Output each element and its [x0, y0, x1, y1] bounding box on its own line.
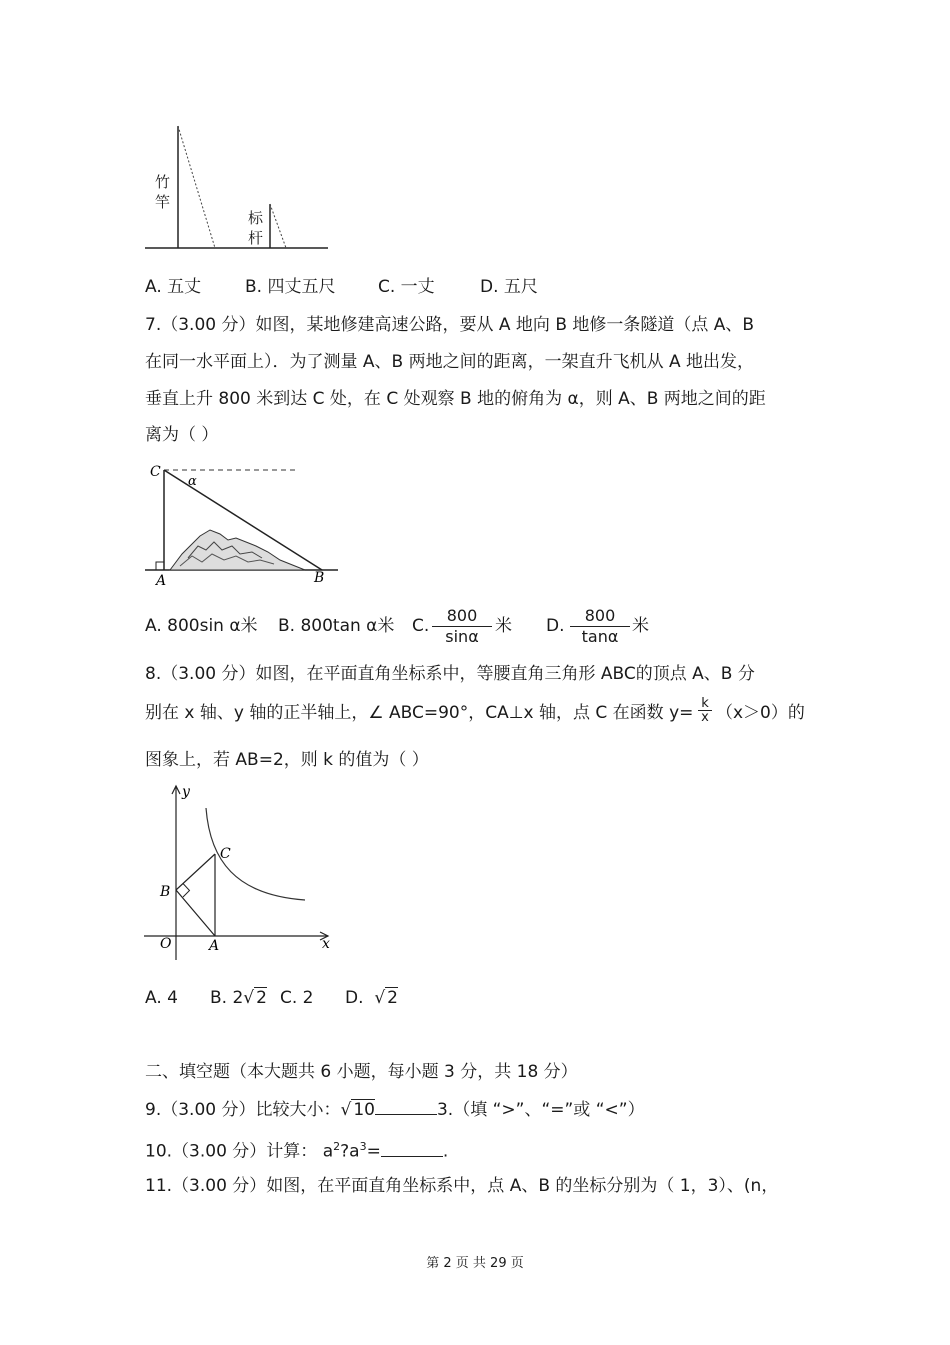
q8-line-2a: 别在 x 轴、y 轴的正半轴上，∠ ABC=90°，CA⊥x 轴，点 C 在函数 y=: [145, 703, 694, 723]
q11-line: 11.（3.00 分）如图，在平面直角坐标系中，点 A、B 的坐标分别为（ 1，3）、(n，: [145, 1176, 779, 1196]
q9-prefix: 9.（3.00 分）比较大小：: [145, 1100, 341, 1120]
x-axis-label: x: [322, 936, 330, 952]
q7-option-c-unit: 米: [495, 616, 512, 636]
q7-option-d-denominator: tanα: [581, 627, 619, 646]
q7-option-d-numerator: 800: [570, 606, 630, 627]
q6-option-c: C. 一丈: [378, 277, 435, 297]
q7-line-1: 7.（3.00 分）如图，某地修建高速公路，要从 A 地向 B 地修一条隧道（点 A、B: [145, 315, 755, 335]
q9-radicand: 10: [353, 1100, 375, 1120]
bamboo-figure: [140, 120, 340, 255]
q10-exp-1: 2: [333, 1140, 341, 1153]
q9-answer-blank[interactable]: [375, 1098, 437, 1115]
q10-end: .: [442, 1141, 449, 1162]
point-c-label: C: [220, 846, 231, 862]
q8-option-b-text: B. 2: [210, 988, 244, 1008]
origin-label: O: [160, 936, 172, 952]
point-b-label: B: [314, 570, 325, 586]
point-a-label: A: [209, 938, 220, 954]
sqrt-sign: √: [374, 988, 386, 1008]
q6-option-d: D. 五尺: [480, 277, 538, 297]
q7-line-3: 垂直上升 800 米到达 C 处，在 C 处观察 B 地的俯角为 α，则 A、B 两地之间的距: [145, 389, 766, 409]
coordinate-diagram: [140, 780, 340, 960]
q8-function-fraction: [698, 697, 712, 724]
q8-option-a: A. 4: [145, 988, 178, 1008]
q7-line-4: 离为（ ）: [145, 425, 219, 445]
page-footer: 第 2 页 共 29 页: [426, 1256, 524, 1271]
q7-option-c-fraction: [432, 606, 492, 647]
q8-option-b: [210, 987, 267, 1009]
q10-prefix: 10.（3.00 分）计算： a: [145, 1141, 334, 1162]
q8-fraction-denominator: x: [701, 710, 709, 725]
q10-exp-2: 3: [359, 1140, 367, 1153]
y-axis-label: y: [182, 784, 190, 800]
q8-option-d-text: D.: [345, 988, 364, 1008]
point-b-label: B: [160, 884, 171, 900]
pole-label: 竹 竿: [155, 173, 171, 211]
q7-option-a: A. 800sin α米: [145, 616, 258, 636]
q8-option-d-radicand: 2: [387, 988, 398, 1008]
section-2-heading: 二、填空题（本大题共 6 小题，每小题 3 分，共 18 分）: [145, 1062, 578, 1082]
sqrt-sign: √: [243, 988, 255, 1008]
q8-line-2b: （x＞0）的: [716, 703, 805, 723]
q7-figure: [140, 458, 340, 588]
q8-line-1: 8.（3.00 分）如图，在平面直角坐标系中，等腰直角三角形 ABC的顶点 A、B 分: [145, 664, 755, 684]
q7-option-d: D.: [546, 616, 565, 636]
q7-option-c-numerator: 800: [432, 606, 492, 627]
q10-equals: =: [366, 1141, 381, 1162]
q7-option-c-denominator: sinα: [445, 627, 479, 646]
q8-figure: [140, 780, 340, 960]
point-c-label: C: [150, 464, 161, 480]
q9-line: [145, 1098, 645, 1121]
q8-option-d: [345, 987, 398, 1009]
q7-line-2: 在同一水平面上）．为了测量 A、B 两地之间的距离，一架直升飞机从 A 地出发，: [145, 352, 755, 372]
sqrt-sign: √: [340, 1100, 352, 1120]
tunnel-diagram: [140, 458, 340, 588]
point-a-label: A: [156, 573, 167, 588]
q6-option-a: A. 五丈: [145, 277, 202, 297]
q10-line: [145, 1136, 448, 1163]
q7-option-b: B. 800tan α米: [278, 616, 395, 636]
q7-option-c: C.: [412, 616, 430, 636]
q8-line-3: 图象上，若 AB=2，则 k 的值为（ ）: [145, 750, 429, 770]
alpha-label: α: [188, 474, 197, 489]
q6-option-b: B. 四丈五尺: [245, 277, 336, 297]
q10-mid: ?a: [340, 1141, 360, 1162]
rod-label: 标 杆: [248, 209, 264, 247]
q10-answer-blank[interactable]: [381, 1140, 443, 1157]
q9-suffix: 3.（填 “>”、“=”或 “<”）: [436, 1100, 645, 1120]
q7-option-d-unit: 米: [632, 616, 649, 636]
q8-option-b-radicand: 2: [256, 988, 267, 1008]
q7-option-d-fraction: [570, 606, 630, 647]
q8-fraction-numerator: k: [698, 697, 712, 711]
q8-option-c: C. 2: [280, 988, 314, 1008]
